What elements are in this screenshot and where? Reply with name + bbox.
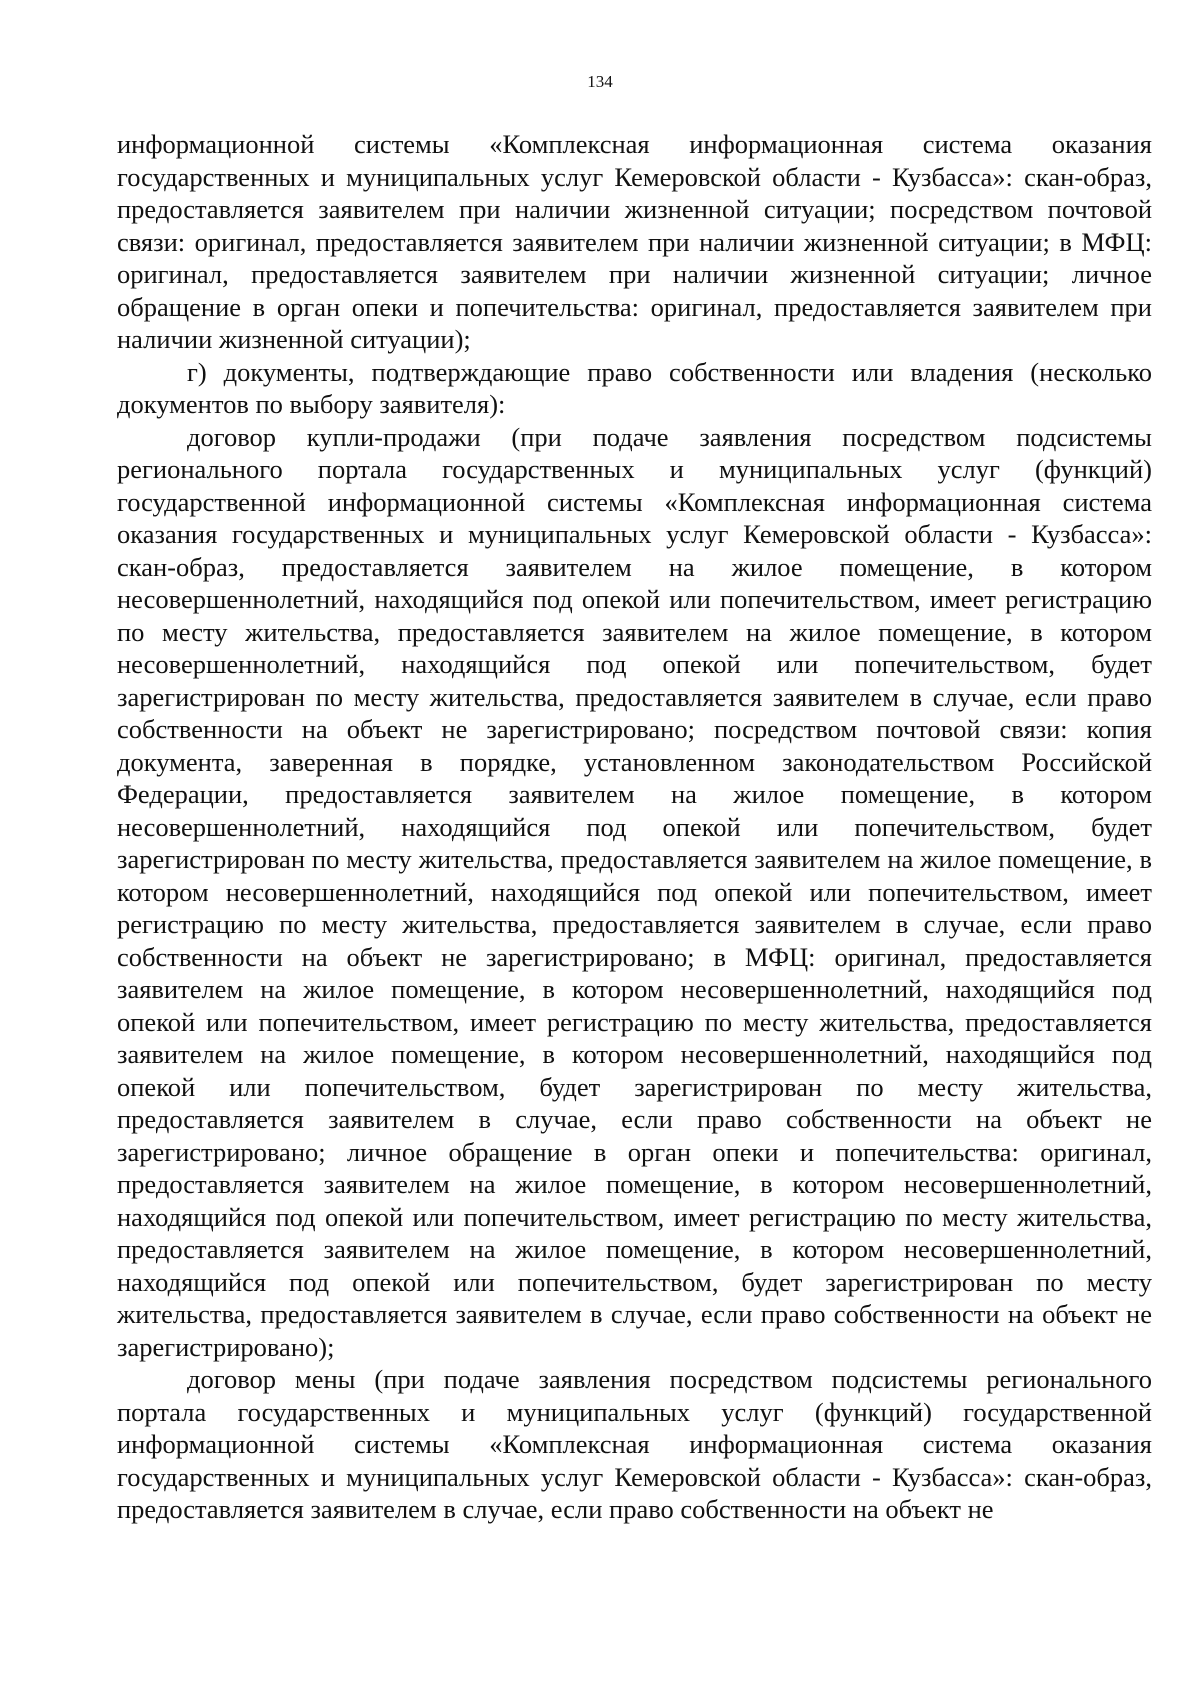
paragraph-exchange-contract: договор мены (при подаче заявления посредством подсистемы регионального портала государственных и муниципальных услуг (функций) государственной информационной системы «Комплексная информационная система оказания государственных и муниципальных услуг Кемеровской области - Кузбасса»: скан-образ, предоставляется заявителем в случае, если право собственности на объект не xyxy=(117,1364,1152,1524)
page-number: 134 xyxy=(587,72,613,91)
document-body xyxy=(117,128,1152,1526)
paragraph-purchase-contract: договор купли-продажи (при подаче заявления посредством подсистемы регионального портала государственных и муниципальных услуг (функций) государственной информационной системы «Комплексная информационная система оказания государственных и муниципальных услуг Кемеровской области - Кузбасса»: скан-образ, предоставляется заявителем на жилое помещение, в котором несовершеннолетний, находящийся под опекой или попечительством, имеет регистрацию по месту жительства, предоставляется заявителем на жилое помещение, в котором несовершеннолетний, находящийся под опекой или попечительством, будет зарегистрирован по месту жительства, предоставляется заявителем в случае, если право собственности на объект не зарегистрировано; посредством почтовой связи: копия документа, заверенная в порядке, установленном законодательством Российской Федерации, предоставляется заявителем на жилое помещение, в котором несовершеннолетний, находящийся под опекой или попечительством, будет зарегистрирован по месту жительства, предоставляется заявителем на жилое помещение, в котором несовершеннолетний, находящийся под опекой или попечительством, имеет регистрацию по месту жительства, предоставляется заявителем в случае, если право собственности на объект не зарегистрировано; в МФЦ: оригинал, предоставляется заявителем на жилое помещение, в котором несовершеннолетний, находящийся под опекой или попечительством, имеет регистрацию по месту жительства, предоставляется заявителем на жилое помещение, в котором несовершеннолетний, находящийся под опекой или попечительством, будет зарегистрирован по месту жительства, предоставляется заявителем в случае, если право собственности на объект не зарегистрировано; личное обращение в орган опеки и попечительства: оригинал, предоставляется заявителем на жилое помещение, в котором несовершеннолетний, находящийся под опекой или попечительством, имеет регистрацию по месту жительства, предоставляется заявителем на жилое помещение, в котором несовершеннолетний, находящийся под опекой или попечительством, будет зарегистрирован по месту жительства, предоставляется заявителем в случае, если право собственности на объект не зарегистрировано); xyxy=(117,421,1152,1362)
paragraph-continuation: информационной системы «Комплексная информационная система оказания государственных и муниципальных услуг Кемеровской области - Кузбасса»: скан-образ, предоставляется заявителем при наличии жизненной ситуации; посредством почтовой связи: оригинал, предоставляется заявителем при наличии жизненной ситуации; в МФЦ: оригинал, предоставляется заявителем при наличии жизненной ситуации; личное обращение в орган опеки и попечительства: оригинал, предоставляется заявителем при наличии жизненной ситуации); xyxy=(117,129,1152,354)
paragraph-item-g: г) документы, подтверждающие право собственности или владения (несколько документов по выбору заявителя): xyxy=(117,356,1152,419)
